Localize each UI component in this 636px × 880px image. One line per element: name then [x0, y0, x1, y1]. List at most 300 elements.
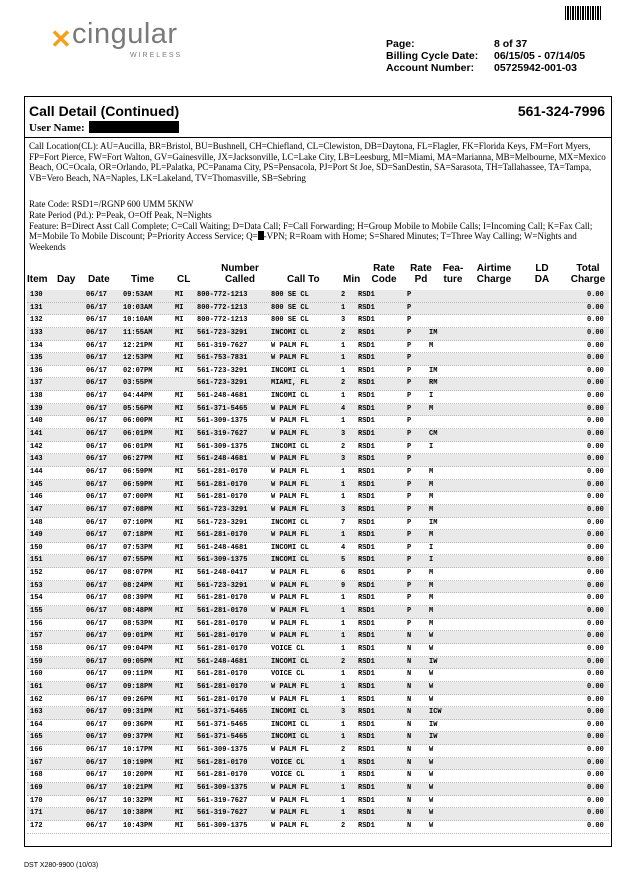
cell-feature: M: [429, 531, 434, 540]
cell-call-to: W PALM FL: [271, 455, 309, 464]
cell-total: 0.00: [587, 594, 604, 603]
cell-rate-pd: N: [407, 720, 412, 729]
cell-rate-pd: P: [407, 392, 412, 401]
cell-min: 1: [341, 392, 346, 401]
cell-total: 0.00: [587, 455, 604, 464]
cell-total: 0.00: [587, 467, 604, 476]
col-airtime-charge: [471, 263, 517, 285]
table-row: [27, 416, 609, 429]
cell-call-to: W PALM FL: [271, 430, 309, 439]
cell-item: 136: [30, 366, 43, 375]
cell-min: 1: [341, 758, 346, 767]
cell-rate-pd: P: [407, 404, 412, 413]
cell-date: 06/17: [86, 379, 108, 388]
col-number-called: [215, 263, 265, 285]
cell-time: 09:11PM: [123, 670, 153, 679]
cell-date: 06/17: [86, 467, 108, 476]
cell-number: 561-371-5465: [197, 733, 248, 742]
cell-item: 140: [30, 417, 43, 426]
cell-number: 561-319-7627: [197, 341, 248, 350]
cell-total: 0.00: [587, 430, 604, 439]
cell-feature: M: [429, 493, 434, 502]
phone-number: 561-324-7996: [517, 103, 605, 119]
cell-item: 137: [30, 379, 43, 388]
table-row: [27, 442, 609, 455]
cell-rate-pd: P: [407, 607, 412, 616]
cell-date: 06/17: [86, 695, 108, 704]
cell-date: 06/17: [86, 556, 108, 565]
cell-min: 6: [341, 569, 346, 578]
cell-rate-pd: P: [407, 518, 412, 527]
cell-rate-code: RSD1: [358, 556, 375, 565]
cell-min: 1: [341, 771, 346, 780]
cell-total: 0.00: [587, 746, 604, 755]
cell-cl: MI: [175, 467, 184, 476]
cell-feature: RM: [429, 379, 438, 388]
table-row: [27, 770, 609, 783]
cell-rate-code: RSD1: [358, 505, 375, 514]
cell-total: 0.00: [587, 518, 604, 527]
legend: [29, 141, 609, 252]
cell-number: 561-309-1375: [197, 556, 248, 565]
col-number-called-line2: Called: [224, 274, 255, 285]
cell-time: 06:01PM: [123, 430, 153, 439]
cell-rate-pd: N: [407, 695, 412, 704]
cell-date: 06/17: [86, 670, 108, 679]
cell-item: 168: [30, 771, 43, 780]
cell-call-to: W PALM FL: [271, 796, 309, 805]
cell-rate-code: RSD1: [358, 695, 375, 704]
col-ld-da: [530, 263, 554, 285]
cell-date: 06/17: [86, 581, 108, 590]
cell-min: 1: [341, 493, 346, 502]
cell-time: 02:07PM: [123, 366, 153, 375]
cell-time: 09:36PM: [123, 720, 153, 729]
table-row: [27, 631, 609, 644]
table-row: [27, 657, 609, 670]
cell-call-to: VOICE CL: [271, 758, 305, 767]
col-feature: [439, 263, 467, 285]
cell-item: 157: [30, 632, 43, 641]
cell-min: 1: [341, 303, 346, 312]
cell-number: 800-772-1213: [197, 316, 248, 325]
cell-cl: MI: [175, 430, 184, 439]
cell-time: 05:56PM: [123, 404, 153, 413]
table-row: [27, 315, 609, 328]
cell-min: 1: [341, 607, 346, 616]
cell-item: 165: [30, 733, 43, 742]
cell-feature: M: [429, 619, 434, 628]
cell-total: 0.00: [587, 809, 604, 818]
cell-feature: W: [429, 695, 434, 704]
cell-number: 561-248-4681: [197, 392, 248, 401]
cell-total: 0.00: [587, 556, 604, 565]
table-row: [27, 391, 609, 404]
table-row: [27, 619, 609, 632]
cell-rate-pd: P: [407, 341, 412, 350]
cell-time: 08:24PM: [123, 581, 153, 590]
cell-cl: MI: [175, 404, 184, 413]
cell-min: 2: [341, 821, 346, 830]
cell-date: 06/17: [86, 657, 108, 666]
cell-cl: MI: [175, 809, 184, 818]
cell-call-to: W PALM FL: [271, 809, 309, 818]
cell-total: 0.00: [587, 619, 604, 628]
cell-rate-code: RSD1: [358, 531, 375, 540]
table-row: [27, 568, 609, 581]
cell-min: 1: [341, 531, 346, 540]
cell-rate-pd: P: [407, 455, 412, 464]
cell-call-to: VOICE CL: [271, 771, 305, 780]
cell-item: 155: [30, 607, 43, 616]
cell-cl: MI: [175, 392, 184, 401]
cell-cl: MI: [175, 303, 184, 312]
cell-date: 06/17: [86, 531, 108, 540]
cell-date: 06/17: [86, 480, 108, 489]
cell-rate-code: RSD1: [358, 733, 375, 742]
cell-rate-pd: P: [407, 379, 412, 388]
cell-feature: M: [429, 341, 434, 350]
cell-time: 07:10PM: [123, 518, 153, 527]
cell-feature: W: [429, 746, 434, 755]
cell-number: 561-281-0170: [197, 607, 248, 616]
cell-item: 131: [30, 303, 43, 312]
cell-number: 561-281-0170: [197, 493, 248, 502]
cell-date: 06/17: [86, 682, 108, 691]
cell-call-to: MIAMI, FL: [271, 379, 309, 388]
cell-total: 0.00: [587, 531, 604, 540]
cell-total: 0.00: [587, 366, 604, 375]
cell-rate-pd: P: [407, 467, 412, 476]
cell-rate-pd: N: [407, 746, 412, 755]
cell-number: 561-319-7627: [197, 430, 248, 439]
cell-min: 1: [341, 682, 346, 691]
cell-rate-pd: P: [407, 556, 412, 565]
table-row: [27, 505, 609, 518]
cell-number: 561-723-3291: [197, 505, 248, 514]
cell-number: 561-248-4681: [197, 657, 248, 666]
cell-item: 134: [30, 341, 43, 350]
cell-cl: MI: [175, 619, 184, 628]
cell-number: 561-281-0170: [197, 758, 248, 767]
cell-date: 06/17: [86, 354, 108, 363]
cell-cl: MI: [175, 783, 184, 792]
cell-call-to: W PALM FL: [271, 404, 309, 413]
cell-item: 150: [30, 543, 43, 552]
cell-number: 561-309-1375: [197, 821, 248, 830]
cell-total: 0.00: [587, 821, 604, 830]
cell-item: 156: [30, 619, 43, 628]
cell-rate-pd: P: [407, 505, 412, 514]
cell-call-to: W PALM FL: [271, 619, 309, 628]
cell-item: 169: [30, 783, 43, 792]
cell-rate-code: RSD1: [358, 708, 375, 717]
cell-date: 06/17: [86, 708, 108, 717]
cell-cl: MI: [175, 556, 184, 565]
cell-time: 09:04PM: [123, 644, 153, 653]
cell-number: 561-281-0170: [197, 480, 248, 489]
cell-time: 06:00PM: [123, 417, 153, 426]
cell-call-to: INCOMI CL: [271, 328, 309, 337]
cell-feature: W: [429, 682, 434, 691]
cell-item: 148: [30, 518, 43, 527]
col-item: Item: [27, 274, 48, 285]
cell-rate-code: RSD1: [358, 467, 375, 476]
cell-total: 0.00: [587, 682, 604, 691]
table-row: [27, 745, 609, 758]
cell-date: 06/17: [86, 518, 108, 527]
cell-call-to: W PALM FL: [271, 493, 309, 502]
cell-rate-pd: N: [407, 758, 412, 767]
cell-rate-code: RSD1: [358, 328, 375, 337]
feature-legend-part2: -VPN; R=Roam with Home; S=Shared Minutes; T=Three Way Calling; W=Nights and Weekends: [29, 231, 577, 252]
table-row: [27, 454, 609, 467]
cell-item: 153: [30, 581, 43, 590]
cell-total: 0.00: [587, 392, 604, 401]
cell-rate-code: RSD1: [358, 392, 375, 401]
cell-feature: IW: [429, 733, 438, 742]
cell-total: 0.00: [587, 733, 604, 742]
cell-rate-pd: P: [407, 354, 412, 363]
cell-cl: MI: [175, 316, 184, 325]
cell-rate-code: RSD1: [358, 581, 375, 590]
cell-cl: MI: [175, 670, 184, 679]
cell-min: 1: [341, 341, 346, 350]
cell-number: 561-281-0170: [197, 594, 248, 603]
cell-rate-code: RSD1: [358, 771, 375, 780]
cell-total: 0.00: [587, 328, 604, 337]
cell-item: 166: [30, 746, 43, 755]
cell-date: 06/17: [86, 771, 108, 780]
cell-total: 0.00: [587, 354, 604, 363]
cell-rate-code: RSD1: [358, 569, 375, 578]
cell-min: 1: [341, 619, 346, 628]
cell-rate-pd: N: [407, 644, 412, 653]
cell-item: 145: [30, 480, 43, 489]
cell-time: 06:27PM: [123, 455, 153, 464]
account-number-value: 05725942-001-03: [494, 62, 577, 74]
table-row: [27, 783, 609, 796]
feature-legend-part1: Feature: B=Direct Asst Call Complete; C=Call Waiting; D=Data Call; F=Call Forwarding; H=Group Mobile to Mobile Calls; I=Incoming Call; K=Fax Call; M=Mobile To Mobile Discount; P=Priority Access Service; Q=: [29, 220, 593, 242]
cell-min: 1: [341, 670, 346, 679]
cell-total: 0.00: [587, 379, 604, 388]
cell-cl: MI: [175, 771, 184, 780]
cell-total: 0.00: [587, 404, 604, 413]
cell-feature: W: [429, 771, 434, 780]
col-rate-code: [369, 263, 399, 285]
cell-item: 133: [30, 328, 43, 337]
cell-number: 561-281-0170: [197, 695, 248, 704]
cell-number: 561-309-1375: [197, 746, 248, 755]
cell-date: 06/17: [86, 543, 108, 552]
cell-cl: MI: [175, 569, 184, 578]
cell-rate-pd: P: [407, 303, 412, 312]
cell-rate-pd: P: [407, 480, 412, 489]
cell-cl: MI: [175, 518, 184, 527]
cell-call-to: VOICE CL: [271, 644, 305, 653]
cell-feature: I: [429, 442, 434, 451]
cell-feature: I: [429, 543, 434, 552]
col-rate-code-line1: Rate: [373, 263, 395, 274]
cell-cl: MI: [175, 632, 184, 641]
cell-time: 07:00PM: [123, 493, 153, 502]
cell-feature: W: [429, 670, 434, 679]
cell-call-to: W PALM FL: [271, 682, 309, 691]
cell-rate-code: RSD1: [358, 632, 375, 641]
cell-time: 09:01PM: [123, 632, 153, 641]
table-row: [27, 303, 609, 316]
cell-date: 06/17: [86, 632, 108, 641]
cell-cl: MI: [175, 657, 184, 666]
cell-call-to: 800 SE CL: [271, 303, 309, 312]
table-row: [27, 467, 609, 480]
cell-rate-pd: P: [407, 442, 412, 451]
cell-rate-code: RSD1: [358, 493, 375, 502]
table-row: [27, 821, 609, 834]
cell-time: 08:07PM: [123, 569, 153, 578]
cell-feature: IW: [429, 657, 438, 666]
cell-cl: MI: [175, 531, 184, 540]
table-row: [27, 366, 609, 379]
cell-rate-pd: P: [407, 493, 412, 502]
cell-min: 7: [341, 518, 346, 527]
cell-call-to: W PALM FL: [271, 467, 309, 476]
cell-cl: MI: [175, 758, 184, 767]
cell-min: 3: [341, 505, 346, 514]
cell-call-to: INCOMI CL: [271, 733, 309, 742]
cell-item: 144: [30, 467, 43, 476]
cell-cl: MI: [175, 354, 184, 363]
cell-total: 0.00: [587, 581, 604, 590]
table-row: [27, 480, 609, 493]
cell-item: 141: [30, 430, 43, 439]
cell-call-to: 800 SE CL: [271, 291, 309, 299]
cell-item: 152: [30, 569, 43, 578]
cell-time: 03:55PM: [123, 379, 153, 388]
cell-total: 0.00: [587, 607, 604, 616]
cell-rate-pd: P: [407, 569, 412, 578]
cell-call-to: INCOMI CL: [271, 720, 309, 729]
cell-total: 0.00: [587, 442, 604, 451]
cell-call-to: INCOMI CL: [271, 366, 309, 375]
cell-number: 561-723-3291: [197, 518, 248, 527]
cell-number: 800-772-1213: [197, 303, 248, 312]
cell-total: 0.00: [587, 708, 604, 717]
cell-date: 06/17: [86, 746, 108, 755]
cell-cl: MI: [175, 341, 184, 350]
cell-time: 09:31PM: [123, 708, 153, 717]
cell-min: 4: [341, 404, 346, 413]
cell-min: 1: [341, 644, 346, 653]
cell-feature: M: [429, 467, 434, 476]
cell-rate-pd: N: [407, 733, 412, 742]
cell-rate-code: RSD1: [358, 821, 375, 830]
cell-call-to: INCOMI CL: [271, 543, 309, 552]
cell-rate-code: RSD1: [358, 442, 375, 451]
table-row: [27, 707, 609, 720]
cell-total: 0.00: [587, 493, 604, 502]
cell-min: 1: [341, 733, 346, 742]
cell-cl: MI: [175, 708, 184, 717]
cell-call-to: VOICE CL: [271, 670, 305, 679]
cell-feature: W: [429, 758, 434, 767]
cell-item: 146: [30, 493, 43, 502]
cell-call-to: W PALM FL: [271, 695, 309, 704]
cell-cl: MI: [175, 455, 184, 464]
cell-call-to: W PALM FL: [271, 581, 309, 590]
cell-cl: MI: [175, 644, 184, 653]
table-row: [27, 555, 609, 568]
rate-code-legend: Rate Code: RSD1=/RGNP 600 UMM 5KNW: [29, 199, 194, 210]
cell-call-to: INCOMI CL: [271, 392, 309, 401]
cell-call-to: INCOMI CL: [271, 657, 309, 666]
cell-total: 0.00: [587, 291, 604, 299]
cell-time: 10:32PM: [123, 796, 153, 805]
cell-rate-pd: N: [407, 796, 412, 805]
cell-min: 2: [341, 746, 346, 755]
table-row: [27, 682, 609, 695]
cell-call-to: W PALM FL: [271, 480, 309, 489]
cell-date: 06/17: [86, 316, 108, 325]
cell-number: 561-319-7627: [197, 796, 248, 805]
user-name-label: User Name:: [29, 122, 85, 134]
cell-rate-code: RSD1: [358, 316, 375, 325]
section-title: Call Detail (Continued): [29, 103, 180, 119]
col-airtime-line1: Airtime: [476, 263, 512, 274]
col-ld-line2: DA: [534, 274, 550, 285]
cell-number: 561-248-0417: [197, 569, 248, 578]
col-total-line2: Charge: [570, 274, 606, 285]
cell-item: 164: [30, 720, 43, 729]
cell-rate-code: RSD1: [358, 341, 375, 350]
table-header: [25, 263, 611, 289]
cell-number: 561-371-5465: [197, 708, 248, 717]
cell-number: 561-319-7627: [197, 809, 248, 818]
cell-date: 06/17: [86, 594, 108, 603]
cell-cl: MI: [175, 480, 184, 489]
cell-date: 06/17: [86, 493, 108, 502]
table-row: [27, 581, 609, 594]
cell-rate-code: RSD1: [358, 543, 375, 552]
cell-item: 142: [30, 442, 43, 451]
cell-feature: M: [429, 404, 434, 413]
cell-time: 07:55PM: [123, 556, 153, 565]
cell-time: 10:03AM: [123, 303, 153, 312]
cell-min: 1: [341, 809, 346, 818]
cell-time: 10:21PM: [123, 783, 153, 792]
cell-rate-pd: P: [407, 366, 412, 375]
cell-call-to: INCOMI CL: [271, 556, 309, 565]
account-info: [386, 38, 585, 74]
cell-rate-pd: P: [407, 417, 412, 426]
col-min: Min: [343, 274, 361, 285]
cell-rate-code: RSD1: [358, 796, 375, 805]
cell-rate-pd: P: [407, 316, 412, 325]
cell-total: 0.00: [587, 695, 604, 704]
cell-time: 12:21PM: [123, 341, 153, 350]
cell-date: 06/17: [86, 328, 108, 337]
cell-cl: MI: [175, 695, 184, 704]
cell-date: 06/17: [86, 442, 108, 451]
cell-item: 149: [30, 531, 43, 540]
page-label: Page:: [386, 38, 415, 50]
cell-item: 139: [30, 404, 43, 413]
cell-item: 143: [30, 455, 43, 464]
cell-item: 147: [30, 505, 43, 514]
cell-rate-code: RSD1: [358, 746, 375, 755]
cell-item: 162: [30, 695, 43, 704]
cell-rate-pd: P: [407, 543, 412, 552]
